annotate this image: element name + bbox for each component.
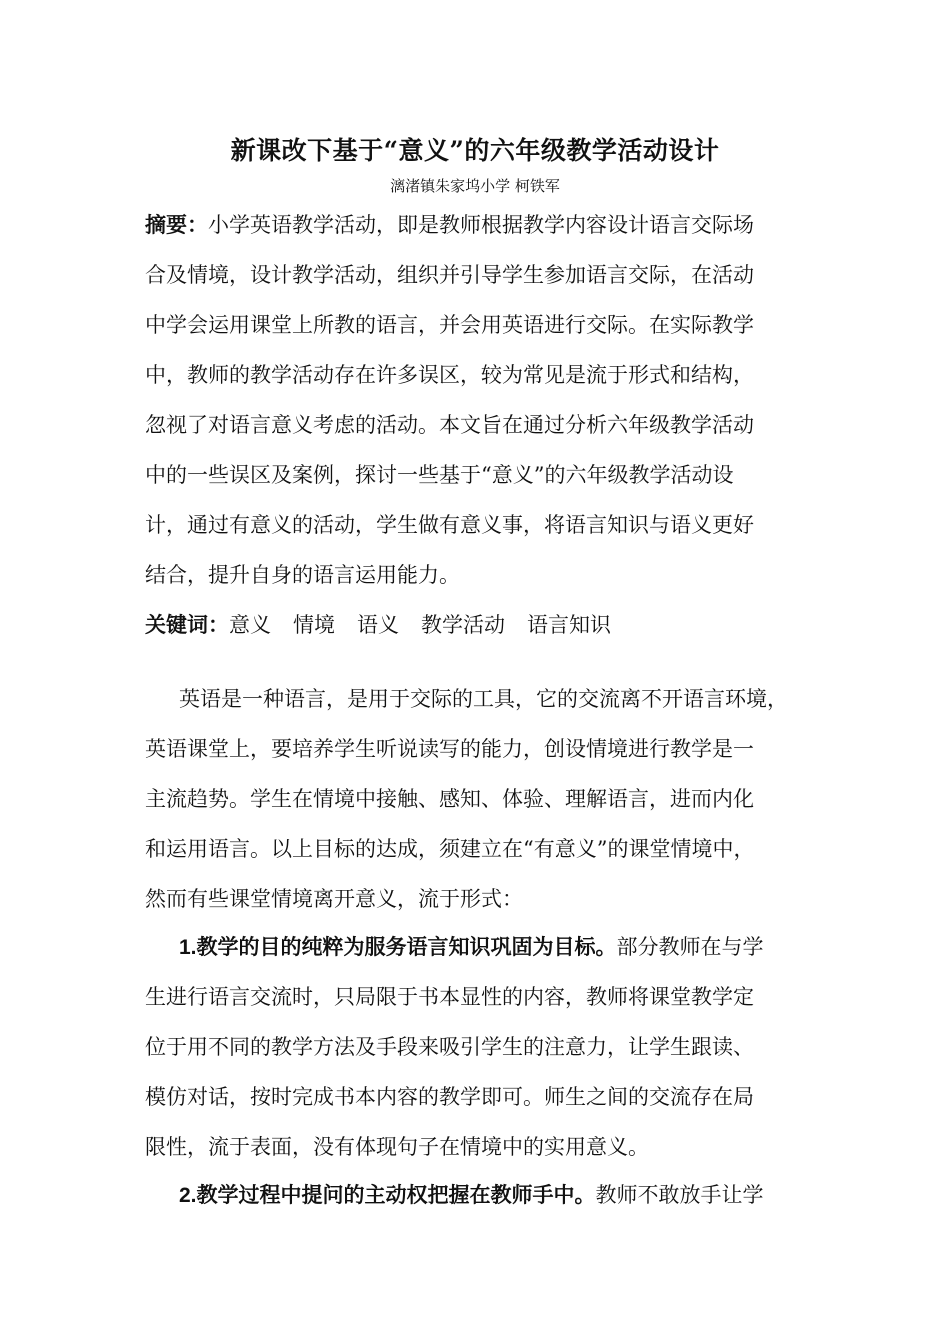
keyword: 情境 [293,613,335,637]
point-1-paragraph [145,922,815,1172]
abstract-line: 结合，提升自身的语言运用能力。 [145,563,460,587]
keywords-label: 关键词： [145,612,229,637]
abstract-line: 计，通过有意义的活动，学生做有意义事，将语言知识与语义更好 [145,513,754,537]
keyword: 语义 [357,613,399,637]
abstract-line: 中学会运用课堂上所教的语言，并会用英语进行交际。在实际教学 [145,313,754,337]
paragraph-line: 模仿对话，按时完成书本内容的教学即可。师生之间的交流存在局 [145,1085,754,1109]
point-2-paragraph [145,1170,815,1220]
abstract-section [145,200,815,600]
point-heading-line: 1.教学的目的纯粹为服务语言知识巩固为目标。部分教师在与学 [179,934,764,959]
point-heading-line: 2.教学过程中提问的主动权把握在教师手中。教师不敢放手让学 [179,1182,764,1207]
keyword: 教学活动 [421,613,505,637]
author-line: 漓渚镇朱家坞小学 柯铁军 [390,177,560,195]
paragraph-line: 然而有些课堂情境离开意义，流于形式： [145,887,523,911]
paragraph-line: 英语课堂上，要培养学生听说读写的能力，创设情境进行教学是一 [145,737,754,761]
paragraph-line: 限性，流于表面，没有体现句子在情境中的实用意义。 [145,1135,649,1159]
paragraph-line: 位于用不同的教学方法及手段来吸引学生的注意力，让学生跟读、 [145,1035,754,1059]
keyword: 语言知识 [527,613,611,637]
paragraph-line: 主流趋势。学生在情境中接触、感知、体验、理解语言，进而内化 [145,787,754,811]
document-title: 新课改下基于“意义”的六年级教学活动设计 [230,136,720,165]
abstract-line: 合及情境，设计教学活动，组织并引导学生参加语言交际，在活动 [145,263,754,287]
paragraph-line: 英语是一种语言，是用于交际的工具，它的交流离不开语言环境， [179,687,788,711]
point-heading: 教学的目的纯粹为服务语言知识巩固为目标。 [196,934,617,959]
paragraph-line: 生进行语言交流时，只局限于书本显性的内容，教师将课堂教学定 [145,985,754,1009]
abstract-line: 中的一些误区及案例，探讨一些基于“意义”的六年级教学活动设 [145,463,734,487]
abstract-line: 中，教师的教学活动存在许多误区，较为常见是流于形式和结构， [145,363,754,387]
abstract-line: 忽视了对语言意义考虑的活动。本文旨在通过分析六年级教学活动 [145,413,754,437]
point-number: 1. [179,936,197,959]
keyword: 意义 [229,613,271,637]
keywords-section [145,600,815,650]
paragraph-line: 和运用语言。以上目标的达成，须建立在“有意义”的课堂情境中， [145,837,755,861]
abstract-label: 摘要： [145,212,208,237]
abstract-line: 摘要：小学英语教学活动，即是教师根据教学内容设计语言交际场 [145,212,754,237]
intro-paragraph [145,674,815,924]
point-heading: 教学过程中提问的主动权把握在教师手中。 [196,1182,596,1207]
keywords-line [145,600,815,650]
point-number: 2. [179,1184,197,1207]
